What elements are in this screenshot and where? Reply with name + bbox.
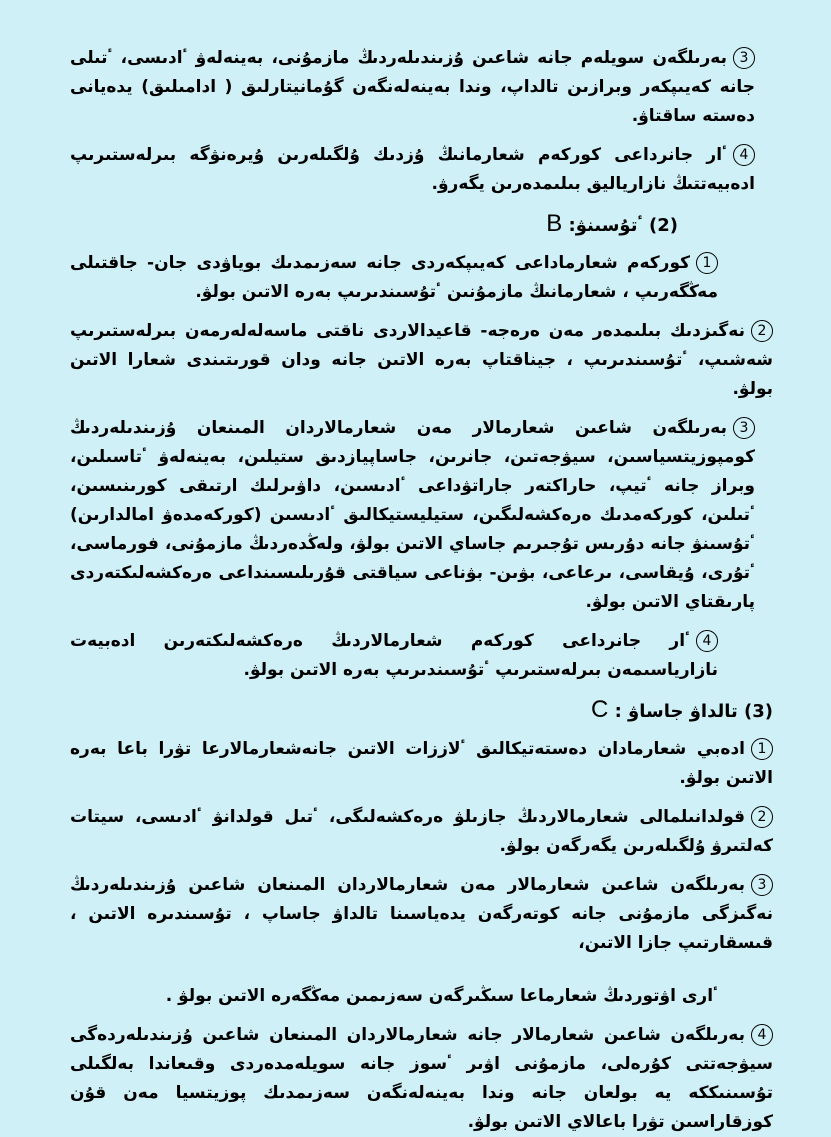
heading-letter: B	[546, 210, 563, 237]
item-number: 2	[751, 806, 773, 828]
paragraph-text: ٴار جانرداعى كوركەم شعارمالاردىڭ ەرەكشەلىكتەرىن ادەبيەت نازارياسىمەن بىرلەستىرىپ ٴتۇسىندىرىپ بەرە الاتىن بولۋ.	[70, 631, 718, 680]
paragraph-b3	[70, 414, 773, 617]
paragraph-c4	[70, 1021, 773, 1137]
heading-letter: C	[590, 696, 609, 723]
paragraph-c1	[70, 735, 773, 793]
item-number: 4	[751, 1024, 773, 1046]
section-heading-understanding	[70, 209, 773, 241]
paragraph-text: بەرىلگەن شاعىن شعارمالار مەن شعارمالاردان المىنعان ۇزىندىلەردىڭ كومپوزيتسياسىن، سيۋجەتىن، جانرىن، جاساپيازدىق ستيلىن، بەينەلەۋ ٴتاسىلىن، وبراز جانە ٴتيپ، حاراكتەر جاراتۋداعى ٴادىسىن، داۋىرلىك ارتىقى كورىنىسىن، ٴتىلىن، كوركەمدىك ەرەكشەلىگىن، ستيليستيكالىق ٴادىسىن (كوركەمدەۋ امالدارىن) ٴتۇسىنۋ جانە دۇرىس تۇجىرىم جاساي الاتىن بولۋ، ولەڭدەردىڭ مازمۇنى، فورماسى، ٴتۇرى، ۇيقاسى، ىرعاعى، بۋىن- بۋناعى سياقتى قۇرىلىسىنداعى ەرەكشەلىكتەردى پارىقتاي الاتىن بولۋ.	[70, 418, 755, 612]
item-number: 1	[696, 252, 718, 274]
paragraph-text: ادەبي شعارمادان دەستەتيكالىق ٴلاززات الاتىن جانەشعارمالارعا تۋرا باعا بەرە الاتىن بولۋ.	[70, 739, 773, 788]
paragraph-text: بەرىلگەن سويلەم جانە شاعىن ۇزىندىلەردىڭ مازمۇنى، بەينەلەۋ ٴادىسى، ٴتىلى جانە كەيىپكەر وبرازىن تالداپ، وندا بەينەلەنگەن گۇمانيتارلىق ( ادامىلىق) يدەيانى دەستە ساقتاۋ.	[70, 48, 755, 126]
paragraph-b4	[70, 627, 773, 685]
paragraph-text: كوركەم شعارماداعى كەيىپكەردى جانە سەزىمدىك بوياۋدى جان- جاقتىلى مەڭگەرىپ ، شعارمانىڭ مازمۇنىن ٴتۇسىندىرىپ بەرە الاتىن بولۋ.	[70, 253, 718, 302]
item-number: 3	[733, 47, 755, 69]
paragraph-c3-continued: ٴارى اۋتوردىڭ شعارماعا سىڭىرگەن سەزىمىن مەڭگەرە الاتىن بولۋ .	[165, 986, 718, 1006]
section-heading-analysis	[70, 695, 773, 727]
heading-label: (3) تالداۋ جاساۋ :	[614, 701, 773, 722]
paragraph-a3	[70, 44, 773, 131]
paragraph-b1	[70, 249, 773, 307]
item-number: 2	[751, 320, 773, 342]
item-number: 4	[733, 144, 755, 166]
paragraph-c2	[70, 803, 773, 861]
spacer	[70, 968, 773, 982]
paragraph-text: نەگىزدىك بىلىمدەر مەن ەرەجە- قاعيدالاردى ناقتى ماسەلەلەرمەن بىرلەستىرىپ شەشىپ، ٴتۇسىندىرىپ ، جيناقتاپ بەرە الاتىن جانە ودان قورىتىندى شعارا الاتىن بولۋ.	[70, 321, 773, 399]
paragraph-text: ٴار جانرداعى كوركەم شعارمانىڭ ۇزدىك ۇلگىلەرىن ۇيرەنۋگە بىرلەستىرىپ ادەبيەتتىڭ نازارياليق بىلىمدەرىن يگەرۋ.	[70, 145, 755, 194]
paragraph-text: بەرىلگەن شاعىن شعارمالار جانە شعارمالاردان المىنعان شاعىن ۇزىندىلەردەگى سيۋجەتتى كۇرەلى، مازمۇنى اۋىر ٴسوز جانە سويلەمدەردى وقىعاندا بەلگىلى تۇسىنىككە يە بولعان جانە وندا بەينەلەنگەن سەزىمدىك پوزيتسيا مەن قۇن كوزقاراسىن تۋرا باعالاي الاتىن بولۋ.	[70, 1025, 773, 1132]
paragraph-b2	[70, 317, 773, 404]
paragraph-a4	[70, 141, 773, 199]
item-number: 4	[696, 630, 718, 652]
item-number: 3	[733, 417, 755, 439]
item-number: 3	[751, 874, 773, 896]
paragraph-text: بەرىلگەن شاعىن شعارمالار مەن شعارمالاردان المىنعان شاعىن ۇزىندىلەردىڭ نەگىزگى مازمۇنى جانە كوتەرگەن يدەياسىنا تالداۋ جاساپ ، تۇسىندىرە الاتىن ، قىسقارتىپ جازا الاتىن،	[70, 875, 773, 953]
heading-label: (2) ٴتۇسىنۋ:	[568, 215, 678, 236]
paragraph-c3	[70, 871, 773, 958]
paragraph-text: قولدانىلمالى شعارمالاردىڭ جازىلۋ ەرەكشەلىگى، ٴتىل قولدانۋ ٴادىسى، سيتات كەلتىرۋ ۇلگىلەرىن يگەرگەن بولۋ.	[70, 807, 773, 856]
item-number: 1	[751, 738, 773, 760]
